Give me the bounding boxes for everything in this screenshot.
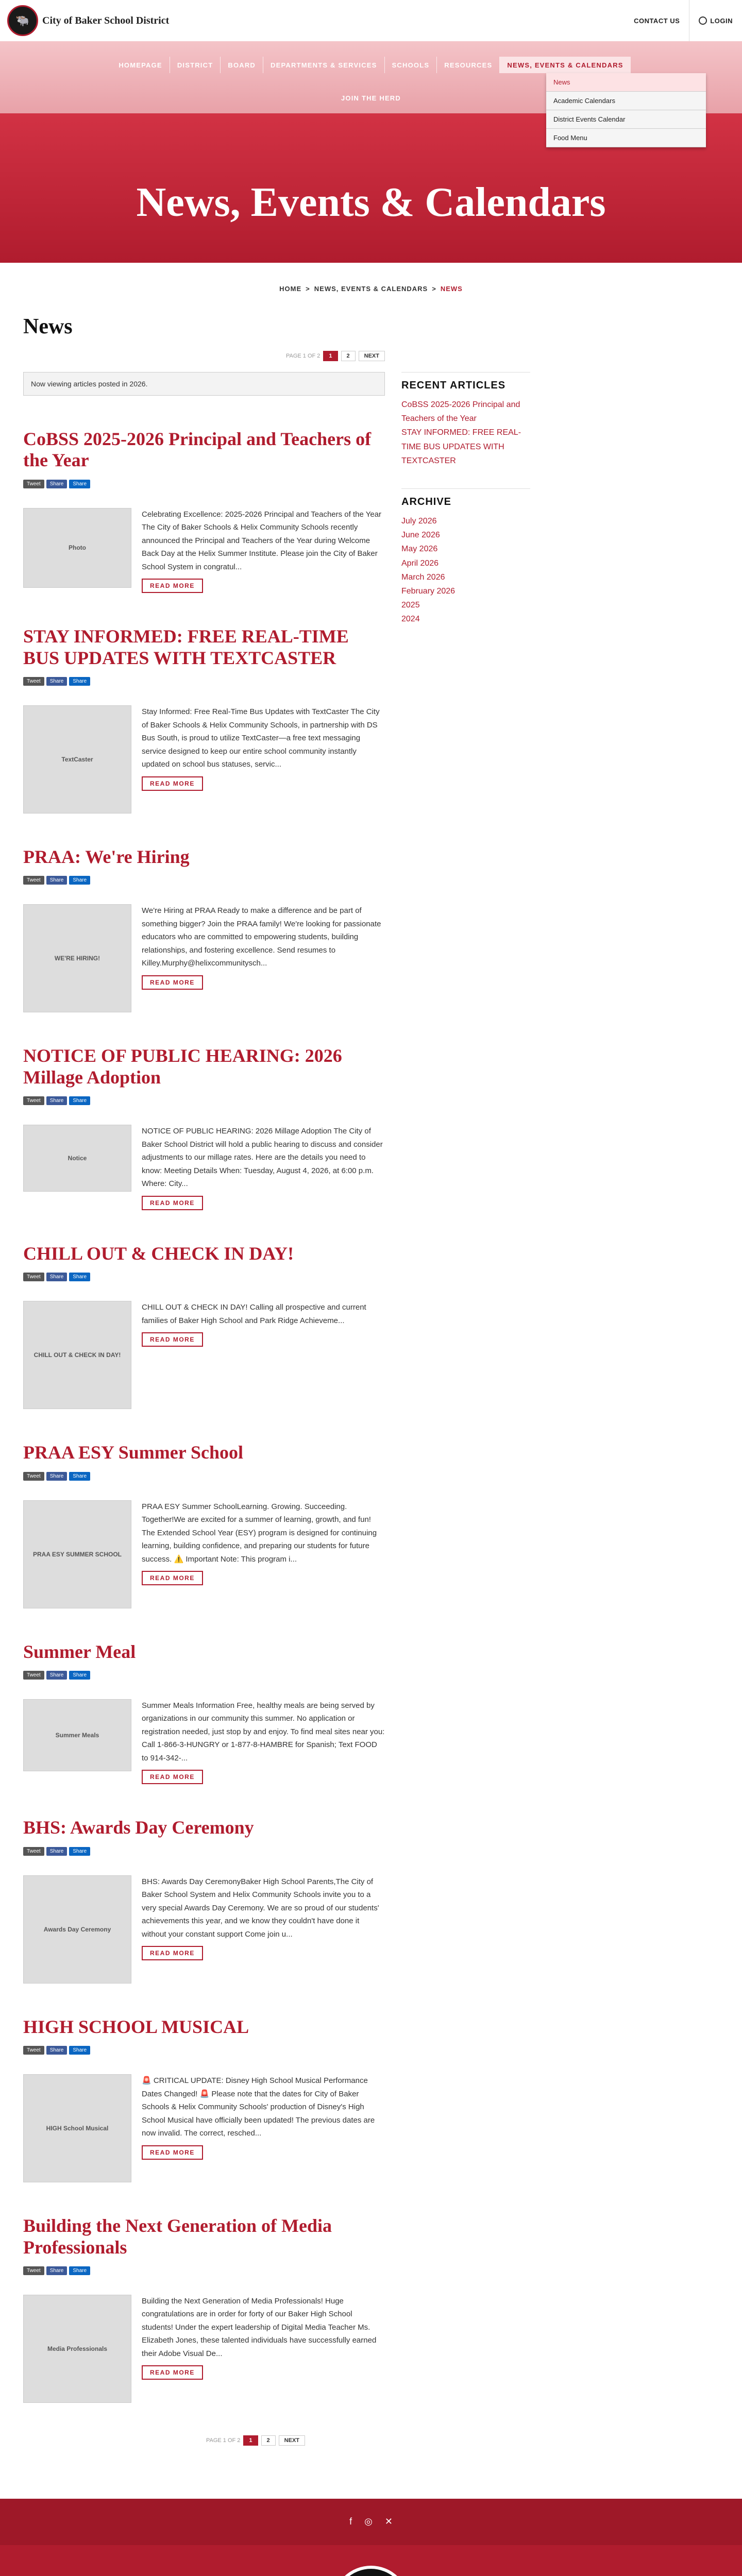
article-excerpt: CHILL OUT & CHECK IN DAY! Calling all prospective and current families of Baker High School and Park Ridge Achieveme... xyxy=(142,1303,366,1325)
article-thumbnail[interactable]: Summer Meals xyxy=(23,1699,131,1771)
linkedin-share-button[interactable]: Share xyxy=(69,1671,90,1680)
facebook-share-button[interactable]: Share xyxy=(46,480,68,488)
article-thumbnail[interactable]: Notice xyxy=(23,1125,131,1192)
archive-link[interactable]: 2024 xyxy=(401,615,420,624)
hero-banner xyxy=(0,41,742,263)
page-1-button[interactable]: 1 xyxy=(323,351,338,361)
facebook-share-button[interactable]: Share xyxy=(46,1847,68,1856)
read-more-button[interactable]: READ MORE xyxy=(142,1770,203,1784)
article-title[interactable]: Summer Meal xyxy=(23,1641,136,1662)
article-title[interactable]: PRAA: We're Hiring xyxy=(23,846,190,868)
article-thumbnail[interactable]: Photo xyxy=(23,508,131,588)
article-title[interactable]: CoBSS 2025-2026 Principal and Teachers of the Year xyxy=(23,429,372,471)
article xyxy=(23,1012,385,1210)
article-body xyxy=(23,1301,385,1409)
linkedin-share-button[interactable]: Share xyxy=(69,2046,90,2055)
article-title[interactable]: PRAA ESY Summer School xyxy=(23,1442,244,1463)
archive-link[interactable]: July 2026 xyxy=(401,516,437,526)
nav-item-board[interactable]: BOARD xyxy=(221,57,263,73)
facebook-share-button[interactable]: Share xyxy=(46,677,68,686)
tweet-button[interactable]: Tweet xyxy=(23,876,44,885)
recent-article-link[interactable]: CoBSS 2025-2026 Principal and Teachers of the Year xyxy=(401,400,520,423)
tweet-button[interactable]: Tweet xyxy=(23,1472,44,1481)
article xyxy=(23,1210,385,1409)
article-thumbnail[interactable]: CHILL OUT & CHECK IN DAY! xyxy=(23,1301,131,1409)
nav-item-departments-services[interactable]: DEPARTMENTS & SERVICES xyxy=(263,57,385,73)
article-thumbnail[interactable]: Awards Day Ceremony xyxy=(23,1875,131,1984)
article-thumbnail[interactable]: TextCaster xyxy=(23,705,131,814)
article xyxy=(23,1409,385,1608)
next-page-button[interactable]: NEXT xyxy=(279,2435,305,2446)
site-name: City of Baker School District xyxy=(42,14,170,26)
read-more-button[interactable]: READ MORE xyxy=(142,1946,203,1960)
share-buttons xyxy=(23,2046,385,2055)
page-1-button[interactable]: 1 xyxy=(243,2435,258,2446)
article-body xyxy=(23,1875,385,1984)
linkedin-share-button[interactable]: Share xyxy=(69,480,90,488)
article-thumbnail[interactable]: HIGH School Musical xyxy=(23,2074,131,2182)
read-more-button[interactable]: READ MORE xyxy=(142,579,203,593)
nav-item-district[interactable]: DISTRICT xyxy=(170,57,221,73)
tweet-button[interactable]: Tweet xyxy=(23,1273,44,1281)
user-icon xyxy=(699,16,707,25)
archive-link[interactable]: June 2026 xyxy=(401,531,440,540)
facebook-share-button[interactable]: Share xyxy=(46,1671,68,1680)
share-buttons xyxy=(23,1273,385,1281)
share-buttons xyxy=(23,1671,385,1680)
article-title[interactable]: NOTICE OF PUBLIC HEARING: 2026 Millage Adoption xyxy=(23,1045,342,1088)
tweet-button[interactable]: Tweet xyxy=(23,1671,44,1680)
article-body xyxy=(23,904,385,1012)
article-thumbnail[interactable]: PRAA ESY SUMMER SCHOOL xyxy=(23,1500,131,1608)
article xyxy=(23,1984,385,2182)
facebook-icon[interactable]: f xyxy=(349,2516,352,2527)
read-more-button[interactable]: READ MORE xyxy=(142,2365,203,2380)
recent-article-link[interactable]: STAY INFORMED: FREE REAL-TIME BUS UPDATES WITH TEXTCASTER xyxy=(401,428,521,465)
news-list xyxy=(23,314,385,2447)
article-excerpt: Summer Meals Information Free, healthy meals are being served by organizations in our community this summer. No application or registration needed, just stop by and enjoy. To find meal sites near you: Call 1-866-3-HUNGRY or 1-877-8-HAMBRE for Spanish; Text FOOD to 914-342-... xyxy=(142,1701,385,1762)
article-body xyxy=(23,2074,385,2182)
nav-item-resources[interactable]: RESOURCES xyxy=(437,57,500,73)
footer xyxy=(0,2499,742,2576)
x-icon[interactable]: ✕ xyxy=(384,2516,393,2527)
login-label: LOGIN xyxy=(710,16,733,25)
social-links xyxy=(0,2499,742,2545)
article xyxy=(23,1784,385,1983)
archive-link[interactable]: March 2026 xyxy=(401,572,445,582)
article-excerpt: Building the Next Generation of Media Professionals! Huge congratulations are in order for forty of our Baker High School students! Under the expert leadership of Digital Media Teacher Ms. Elizabeth Jones, these talented individuals have successfully earned their Adobe Visual De... xyxy=(142,2296,377,2358)
tweet-button[interactable]: Tweet xyxy=(23,1847,44,1856)
article-title[interactable]: Building the Next Generation of Media Professionals xyxy=(23,2215,332,2258)
article-title[interactable]: CHILL OUT & CHECK IN DAY! xyxy=(23,1243,294,1264)
nav-item-schools[interactable]: SCHOOLS xyxy=(385,57,437,73)
breadcrumb-section[interactable]: NEWS, EVENTS & CALENDARS xyxy=(314,284,428,293)
article-body xyxy=(23,2295,385,2403)
article-excerpt: PRAA ESY Summer SchoolLearning. Growing. Succeeding. Together!We are excited for a summer of learning, growth, and fun! The Extended School Year (ESY) program is designed for continuing learning, building confidence, and preparing our students for future success. ⚠️ Important Note: This program i... xyxy=(142,1502,377,1564)
read-more-button[interactable]: READ MORE xyxy=(142,1571,203,1585)
article-excerpt: We're Hiring at PRAA Ready to make a difference and be part of something bigger? Join the PRAA family! We're looking for passionate educators who are committed to empowering students, building relationships, and fostering excellence. Send resumes to Killey.Murphy@helixcommunitysch... xyxy=(142,906,381,968)
page-2-button[interactable]: 2 xyxy=(341,351,356,361)
tweet-button[interactable]: Tweet xyxy=(23,480,44,488)
nav-item-join-the-herd[interactable]: JOIN THE HERD xyxy=(341,94,401,102)
article-title[interactable]: STAY INFORMED: FREE REAL-TIME BUS UPDATES WITH TEXTCASTER xyxy=(23,626,349,668)
archive-link[interactable]: April 2026 xyxy=(401,558,439,568)
article-title[interactable]: BHS: Awards Day Ceremony xyxy=(23,1817,254,1838)
page-2-button[interactable]: 2 xyxy=(261,2435,276,2446)
login-link[interactable] xyxy=(689,0,742,41)
article-excerpt: 🚨 CRITICAL UPDATE: Disney High School Musical Performance Dates Changed! 🚨 Please note that the dates for City of Baker Schools & Helix Community Schools' production of Disney's High School Musical have officially been updated! The previous dates are now invalid. The correct, resched... xyxy=(142,2076,375,2138)
article-body xyxy=(23,1125,385,1210)
archive-link[interactable]: May 2026 xyxy=(401,545,438,554)
pagination-bottom: PAGE 1 OF 2 1 2 NEXT xyxy=(126,2434,385,2447)
recent-articles-heading: RECENT ARTICLES xyxy=(401,380,506,391)
facebook-share-button[interactable]: Share xyxy=(46,2046,68,2055)
facebook-share-button[interactable]: Share xyxy=(46,1273,68,1281)
article-excerpt: Stay Informed: Free Real-Time Bus Updates with TextCaster The City of Baker Schools & Helix Community Schools, in partnership with DS Bus South, is proud to utilize TextCaster—a free text messaging service designed to keep our entire school community instantly updated on school bus statuses, servic... xyxy=(142,707,380,769)
article xyxy=(23,1608,385,1785)
share-buttons xyxy=(23,480,385,488)
article-thumbnail[interactable]: WE'RE HIRING! xyxy=(23,904,131,1012)
site-logo[interactable] xyxy=(7,5,169,36)
page-title: News xyxy=(23,315,73,338)
pagination-top: PAGE 1 OF 2 1 2 NEXT xyxy=(23,349,385,363)
linkedin-share-button[interactable]: Share xyxy=(69,1273,90,1281)
share-buttons xyxy=(23,1472,385,1481)
share-buttons xyxy=(23,1096,385,1105)
district-crest-icon xyxy=(332,2566,410,2576)
sidebar xyxy=(401,314,530,2447)
article-body xyxy=(23,508,385,594)
archive-heading: ARCHIVE xyxy=(401,496,452,507)
archive-link[interactable]: February 2026 xyxy=(401,586,456,596)
linkedin-share-button[interactable]: Share xyxy=(69,1096,90,1105)
read-more-button[interactable]: READ MORE xyxy=(142,1196,203,1210)
article xyxy=(23,2182,385,2403)
tweet-button[interactable]: Tweet xyxy=(23,2046,44,2055)
tweet-button[interactable]: Tweet xyxy=(23,1096,44,1105)
breadcrumb-home[interactable]: HOME xyxy=(279,284,302,293)
news-dropdown-menu xyxy=(546,73,706,147)
dropdown-item[interactable]: District Events Calendar xyxy=(546,110,706,129)
linkedin-share-button[interactable]: Share xyxy=(69,677,90,686)
linkedin-share-button[interactable]: Share xyxy=(69,1847,90,1856)
article xyxy=(23,593,385,814)
share-buttons xyxy=(23,2266,385,2275)
read-more-button[interactable]: READ MORE xyxy=(142,2145,203,2160)
nav-item-homepage[interactable]: HOMEPAGE xyxy=(111,57,170,73)
nav-item-news-events-calendars[interactable]: NEWS, EVENTS & CALENDARS xyxy=(500,57,630,73)
article-body xyxy=(23,1699,385,1785)
tweet-button[interactable]: Tweet xyxy=(23,677,44,686)
next-page-button[interactable]: NEXT xyxy=(359,351,385,361)
article xyxy=(23,814,385,1012)
facebook-share-button[interactable]: Share xyxy=(46,2266,68,2275)
breadcrumb: HOME > NEWS, EVENTS & CALENDARS > NEWS xyxy=(279,284,463,293)
article-excerpt: BHS: Awards Day CeremonyBaker High School Parents,The City of Baker School System and Helix Community Schools invite you to a very special Awards Day Ceremony. We are so proud of our students' achievements this year, and we know they couldn't have done it without your constant support Come join u... xyxy=(142,1877,379,1939)
tweet-button[interactable]: Tweet xyxy=(23,2266,44,2275)
article-excerpt: NOTICE OF PUBLIC HEARING: 2026 Millage Adoption The City of Baker School District will hold a public hearing to discuss and consider adjustments to our millage rates. Here are the details you need to know: Meeting Details When: Tuesday, August 4, 2026, at 6:00 p.m. Where: City... xyxy=(142,1127,383,1189)
top-bar xyxy=(0,0,742,41)
linkedin-share-button[interactable]: Share xyxy=(69,1472,90,1481)
facebook-share-button[interactable]: Share xyxy=(46,876,68,885)
dropdown-item[interactable]: Food Menu xyxy=(546,129,706,147)
facebook-share-button[interactable]: Share xyxy=(46,1472,68,1481)
read-more-button[interactable]: READ MORE xyxy=(142,776,203,791)
article-body xyxy=(23,705,385,814)
year-filter-notice: Now viewing articles posted in 2026. xyxy=(23,372,385,396)
article-title[interactable]: HIGH SCHOOL MUSICAL xyxy=(23,2016,249,2037)
share-buttons xyxy=(23,677,385,686)
article-excerpt: Celebrating Excellence: 2025-2026 Principal and Teachers of the Year The City of Baker Schools & Helix Community Schools recently announced the Principal and Teachers of the Year during Welcome Back Day at the Helix Summer Institute. Please join the City of Baker School System in congratul... xyxy=(142,510,382,571)
article xyxy=(23,396,385,593)
dropdown-item[interactable]: News xyxy=(546,73,706,92)
read-more-button[interactable]: READ MORE xyxy=(142,975,203,990)
contact-us-link[interactable]: CONTACT US xyxy=(625,0,689,41)
linkedin-share-button[interactable]: Share xyxy=(69,876,90,885)
article-thumbnail[interactable]: Media Professionals xyxy=(23,2295,131,2403)
share-buttons xyxy=(23,1847,385,1856)
linkedin-share-button[interactable]: Share xyxy=(69,2266,90,2275)
read-more-button[interactable]: READ MORE xyxy=(142,1332,203,1347)
article-body xyxy=(23,1500,385,1608)
hero-title: News, Events & Calendars xyxy=(136,180,606,225)
dropdown-item[interactable]: Academic Calendars xyxy=(546,92,706,110)
archive-link[interactable]: 2025 xyxy=(401,601,420,610)
breadcrumb-current: NEWS xyxy=(440,284,463,293)
facebook-share-button[interactable]: Share xyxy=(46,1096,68,1105)
instagram-icon[interactable]: ◎ xyxy=(364,2516,373,2527)
share-buttons xyxy=(23,876,385,885)
buffalo-logo-icon: 🐃 xyxy=(7,5,38,36)
